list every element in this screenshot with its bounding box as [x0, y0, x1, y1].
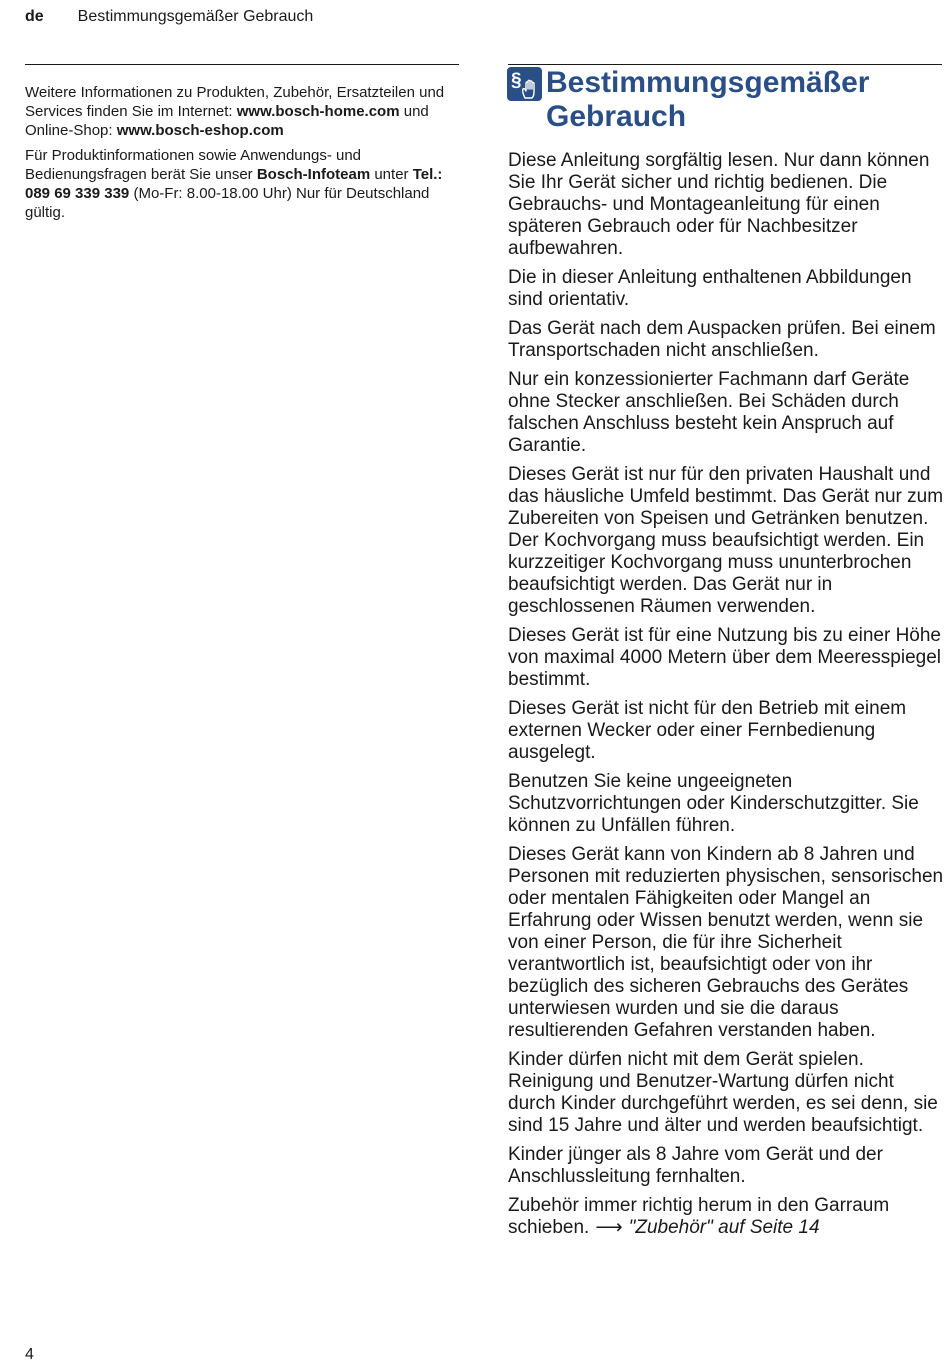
- infoteam-text: Für Produktinformationen sowie Anwendungs- und Bedienungsfragen berät Sie unser: [25, 147, 362, 183]
- instruction-paragraph: Dieses Gerät ist für eine Nutzung bis zu einer Höhe von maximal 4000 Metern über dem Meeresspiegel bestimmt.: [508, 625, 941, 690]
- page-header: [25, 8, 313, 26]
- accessory-text: Zubehör immer richtig herum in den Garraum schieben.: [508, 1195, 890, 1238]
- instruction-paragraph: Kinder jünger als 8 Jahre vom Gerät und der Anschlussleitung fernhalten.: [508, 1144, 883, 1187]
- instruction-paragraph: Benutzen Sie keine ungeeigneten Schutzvorrichtungen oder Kinderschutzgitter. Sie können zu Unfällen führen.: [508, 771, 919, 836]
- paragraph-symbol: §: [511, 70, 522, 91]
- usage-instructions: [508, 150, 944, 1246]
- section-title: Bestimmungsgemäßer Gebrauch: [546, 66, 870, 133]
- instruction-paragraph: Diese Anleitung sorgfältig lesen. Nur dann können Sie Ihr Gerät sicher und richtig bedienen. Die Gebrauchs- und Montageanleitung für einen späteren Gebrauch oder für Nachbesitzer aufbewahren.: [508, 150, 930, 259]
- arrow-right-icon: ⟶: [595, 1217, 623, 1238]
- infoteam-name: Bosch-Infoteam: [256, 166, 371, 183]
- header-section-title: Bestimmungsgemäßer Gebrauch: [77, 8, 314, 25]
- section-heading: [507, 66, 943, 134]
- paragraph-hand-icon: [507, 67, 542, 101]
- instruction-paragraph: Die in dieser Anleitung enthaltenen Abbildungen sind orientativ.: [508, 267, 912, 310]
- infoteam-text-2: unter: [370, 166, 413, 183]
- left-divider: [25, 64, 459, 65]
- language-code: de: [25, 8, 44, 25]
- infoteam-text-3: (Mo-Fr: 8.00-18.00 Uhr) Nur für Deutschland gültig.: [25, 185, 430, 221]
- eshop-link[interactable]: www.bosch-eshop.com: [116, 122, 284, 139]
- online-info-text-2: und Online-Shop:: [25, 103, 429, 139]
- online-info-text: Weitere Informationen zu Produkten, Zubehör, Ersatzteilen und Services finden Sie im Internet:: [25, 84, 445, 120]
- infoteam-paragraph: [25, 146, 461, 222]
- instruction-paragraph: Nur ein konzessionierter Fachmann darf Geräte ohne Stecker anschließen. Bei Schäden durch falschen Anschluss besteht kein Anspruch auf Garantie.: [508, 369, 910, 456]
- phone-number: Tel.: 089 69 339 339: [25, 166, 443, 202]
- contact-info: [25, 83, 461, 228]
- website-link[interactable]: www.bosch-home.com: [236, 103, 400, 120]
- instruction-paragraph: Dieses Gerät kann von Kindern ab 8 Jahren und Personen mit reduzierten physischen, sensorischen oder mentalen Fähigkeiten oder Mangel an Erfahrung oder Wissen benutzt werden, wenn sie von einer Person, die für ihre Sicherheit verantwortlich ist, beaufsichtigt oder von ihr bezüglich des sicheren Gebrauchs des Gerätes unterwiesen wurden und sie die daraus resultierenden Gefahren verstanden haben.: [508, 844, 944, 1041]
- instruction-paragraph: Das Gerät nach dem Auspacken prüfen. Bei einem Transportschaden nicht anschließen.: [508, 318, 936, 361]
- accessory-paragraph: [508, 1195, 944, 1239]
- online-info-paragraph: [25, 83, 461, 140]
- instruction-paragraph: Dieses Gerät ist nur für den privaten Haushalt und das häusliche Umfeld bestimmt. Das Gerät nur zum Zubereiten von Speisen und Getränken benutzen. Der Kochvorgang muss beaufsichtigt werden. Ein kurzzeitiger Kochvorgang muss ununterbrochen beaufsichtigt werden. Das Gerät nur in geschlossenen Räumen verwenden.: [508, 464, 944, 617]
- instruction-paragraph: Kinder dürfen nicht mit dem Gerät spielen. Reinigung und Benutzer-Wartung dürfen nicht durch Kinder durchgeführt werden, es sei denn, sie sind 15 Jahre und älter und werden beaufsichtigt.: [508, 1049, 938, 1136]
- hand-icon: [521, 79, 540, 99]
- accessory-cross-reference[interactable]: "Zubehör" auf Seite 14: [628, 1217, 820, 1238]
- page-number: 4: [25, 1346, 34, 1363]
- instruction-paragraph: Dieses Gerät ist nicht für den Betrieb mit einem externen Wecker oder einer Fernbedienung ausgelegt.: [508, 698, 907, 763]
- right-divider: [508, 64, 942, 65]
